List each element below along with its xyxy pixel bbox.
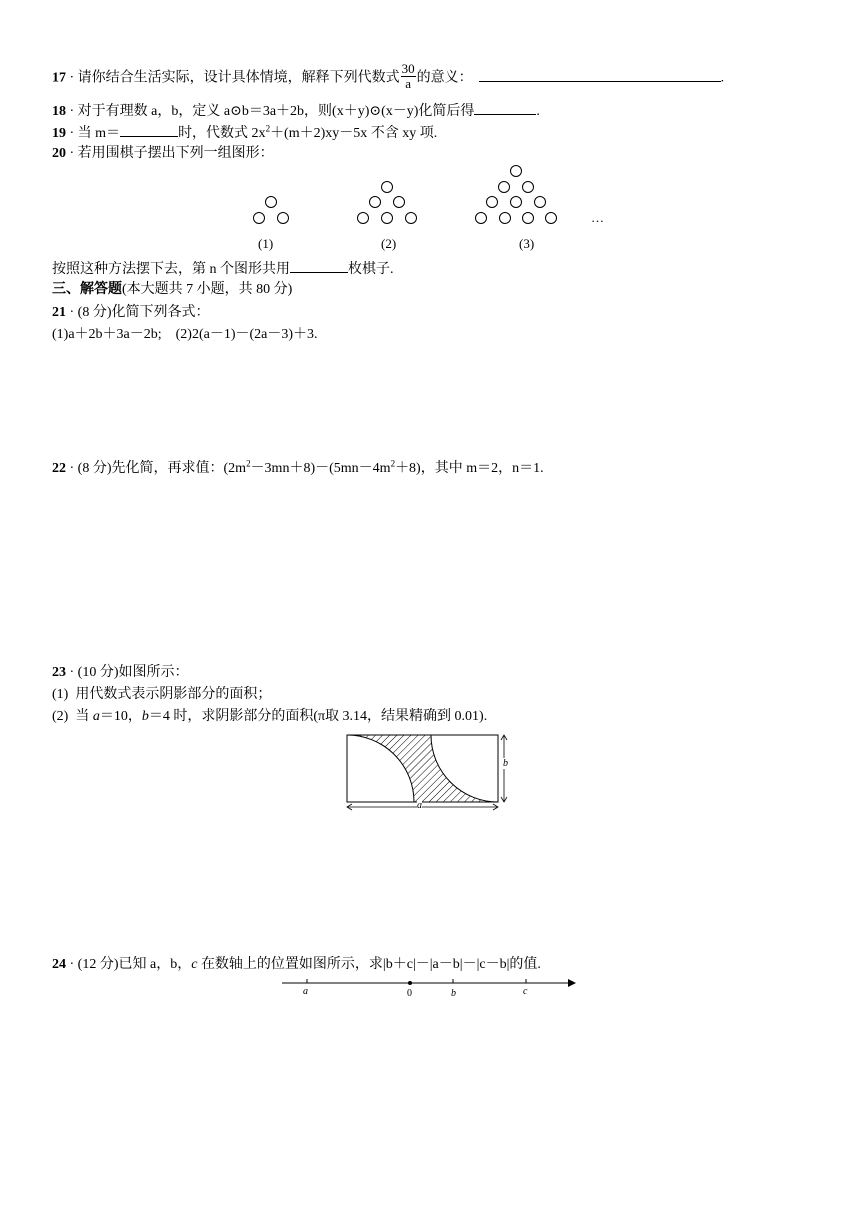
question-text-after: 时，代数式 2x (178, 126, 266, 141)
question-17 (52, 61, 725, 93)
separator: · (69, 957, 75, 972)
question-text-after: 在数轴上的位置如图所示，求|b＋c|－|a－b|－|c－b|的值. (197, 957, 541, 972)
question-text-mid: －3mn＋8)－(5mn－4m (250, 461, 391, 476)
separator: · (69, 461, 75, 476)
end-mark: . (720, 70, 725, 86)
stone (476, 213, 487, 224)
axis-label-a: a (303, 986, 308, 997)
separator: · (69, 305, 75, 320)
part1-text: (1) 用代数式表示阴影部分的面积； (52, 687, 272, 702)
question-23-part1 (52, 686, 271, 704)
question-number: 21 (52, 305, 66, 320)
question-number: 24 (52, 957, 66, 972)
question-21 (52, 304, 210, 322)
question-number: 18 (52, 104, 66, 119)
question-text: (8 分)化简下列各式： (77, 305, 210, 320)
stone (406, 213, 417, 224)
stone (358, 213, 369, 224)
stone (487, 197, 498, 208)
fraction (401, 62, 416, 91)
question-number: 22 (52, 461, 66, 476)
question-23 (52, 664, 189, 682)
question-24 (52, 956, 541, 974)
stone (546, 213, 557, 224)
question-text: 若用围棋子摆出下列一组图形： (77, 146, 274, 161)
question-text-after: ＋8)，其中 m＝2，n＝1. (395, 461, 544, 476)
dimension-label-a: a (417, 800, 422, 811)
exponent: 2 (390, 458, 396, 469)
exponent: 2 (246, 458, 251, 469)
question-18 (52, 100, 540, 121)
go-stone-figures (0, 160, 860, 260)
question-text-after: 的意义： (416, 70, 473, 86)
part2-text-mid1: ＝10， (99, 709, 142, 724)
question-number: 23 (52, 665, 66, 680)
separator: · (69, 126, 75, 141)
stone (254, 213, 265, 224)
separator: · (69, 104, 75, 119)
stone (500, 213, 511, 224)
question-text-tail: ＋(m＋2)xy－5x 不含 xy 项. (270, 126, 438, 141)
stone (535, 197, 546, 208)
ellipsis: … (591, 210, 604, 225)
question-text: 请你结合生活实际，设计具体情境，解释下列代数式 (77, 70, 400, 86)
shaded-area-figure (340, 728, 520, 818)
question-text: 对于有理数 a，b，定义 a⊙b＝3a＋2b，则(x＋y)⊙(x－y)化简后得 (77, 104, 475, 119)
end-mark: . (536, 104, 540, 119)
section-header (52, 281, 292, 299)
answer-blank[interactable] (474, 100, 536, 115)
figure-label-3: (3) (519, 236, 535, 251)
part2-text-mid2: ＝4 时，求阴影部分的面积(π取 3.14，结果精确到 0.01). (148, 709, 488, 724)
question-21-subparts (52, 326, 318, 344)
section-note: (本大题共 7 小题，共 80 分) (122, 282, 293, 297)
axis-label-zero: 0 (407, 988, 412, 999)
follow-text-after: 枚棋子. (348, 262, 394, 277)
stone (382, 213, 393, 224)
variable-a: a (92, 709, 100, 724)
follow-text: 按照这种方法摆下去，第 n 个图形共用 (52, 262, 290, 277)
stone (523, 213, 534, 224)
stone (511, 197, 522, 208)
variable-c: c (191, 957, 198, 972)
stone (394, 197, 405, 208)
question-number: 19 (52, 126, 66, 141)
axis-label-c: c (523, 986, 528, 997)
exponent: 2 (265, 123, 271, 134)
question-text: (8 分)先化简，再求值：(2m (77, 461, 247, 476)
fraction-numerator: 30 (401, 61, 415, 76)
part2-text: (2) 当 (52, 709, 93, 724)
question-22 (52, 460, 544, 478)
shaded-region (347, 735, 498, 802)
stone (370, 197, 381, 208)
axis-label-b: b (451, 988, 456, 999)
stone (511, 166, 522, 177)
answer-blank[interactable] (120, 122, 178, 137)
section-title: 三、解答题 (52, 282, 122, 297)
origin-dot (408, 981, 412, 985)
question-number: 20 (52, 146, 66, 161)
stone (499, 182, 510, 193)
stone (266, 197, 277, 208)
answer-blank[interactable] (479, 67, 721, 82)
separator: · (69, 665, 75, 680)
figure-label-2: (2) (381, 236, 397, 251)
question-text: (12 分)已知 a，b， (77, 957, 192, 972)
stone (382, 182, 393, 193)
stone (523, 182, 534, 193)
question-text: 当 m＝ (77, 126, 121, 141)
stone (278, 213, 289, 224)
separator: · (69, 146, 75, 161)
question-23-part2 (52, 708, 487, 726)
question-number: 17 (52, 70, 66, 86)
question-20-follow (52, 258, 394, 279)
variable-b: b (141, 709, 149, 724)
number-line (280, 975, 580, 1005)
subparts-text: (1)a＋2b＋3a－2b; (2)2(a－1)－(2a－3)＋3. (52, 327, 318, 342)
answer-blank[interactable] (290, 258, 348, 273)
question-text: (10 分)如图所示： (77, 665, 189, 680)
fraction-denominator: a (405, 76, 412, 91)
separator: · (69, 70, 75, 86)
dimension-label-b: b (503, 758, 508, 769)
question-19 (52, 122, 437, 143)
figure-label-1: (1) (258, 236, 274, 251)
